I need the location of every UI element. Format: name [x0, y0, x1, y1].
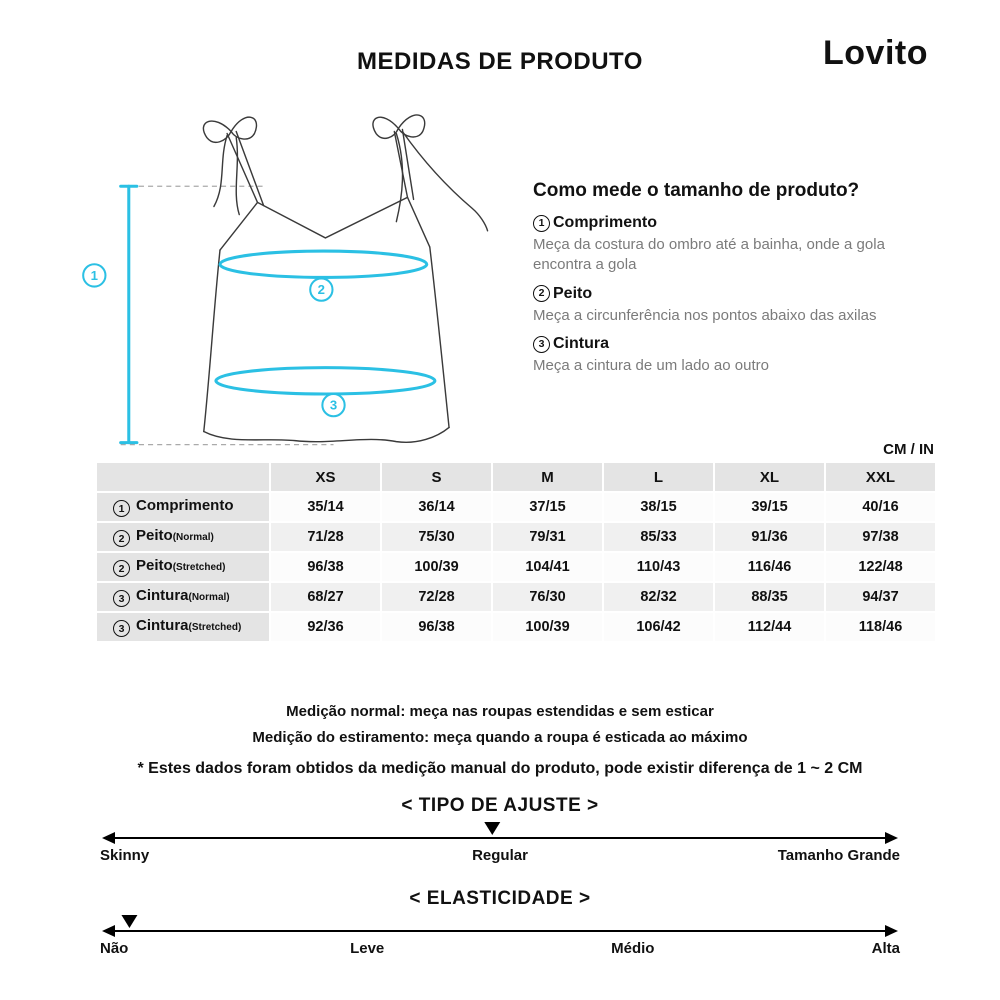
size-value: 35/14: [271, 493, 380, 521]
note-disclaimer: * Estes dados foram obtidos da medição manual do produto, pode existir diferença de 1 ~ 2 CM: [137, 760, 863, 777]
row-label: [97, 553, 269, 581]
circled-number: 2: [113, 530, 130, 547]
fit-axis-marker: [484, 822, 500, 835]
measure-step-label: Comprimento: [553, 214, 657, 231]
elasticity-label-nao: Não: [100, 940, 129, 957]
page-title: MEDIDAS DE PRODUTO: [357, 48, 643, 75]
row-label: [97, 613, 269, 641]
table-row: [97, 583, 935, 611]
size-value: 79/31: [493, 523, 602, 551]
row-label-text: Cintura: [136, 616, 189, 634]
size-value: 122/48: [826, 553, 935, 581]
chest-measure-ellipse: [220, 251, 427, 277]
elasticity-axis-marker: [121, 915, 137, 928]
size-value: 88/35: [715, 583, 824, 611]
garment-diagram: [60, 95, 530, 470]
fit-type-heading: < TIPO DE AJUSTE >: [401, 795, 599, 816]
column-header-xl: XL: [715, 463, 824, 491]
row-label-text: Peito: [136, 556, 173, 574]
measure-step-waist: [533, 335, 945, 376]
size-value: 106/42: [604, 613, 713, 641]
axis-arrow-right-icon: [885, 832, 898, 844]
circled-number: 3: [113, 590, 130, 607]
row-label-suffix: (Stretched): [188, 621, 242, 633]
size-value: 85/33: [604, 523, 713, 551]
fit-label-regular: Regular: [472, 847, 528, 864]
size-value: 36/14: [382, 493, 491, 521]
row-label-text: Comprimento: [136, 496, 234, 514]
fit-type-section: [0, 795, 1000, 869]
size-value: 39/15: [715, 493, 824, 521]
size-value: 97/38: [826, 523, 935, 551]
elasticity-section: [0, 888, 1000, 962]
row-label-suffix: (Normal): [188, 591, 230, 603]
size-value: 40/16: [826, 493, 935, 521]
axis-arrow-left-icon: [102, 925, 115, 937]
fit-label-tamanho-grande: Tamanho Grande: [777, 847, 900, 864]
size-value: 100/39: [382, 553, 491, 581]
size-value: 96/38: [382, 613, 491, 641]
chest-annotation-number: 2: [317, 282, 326, 298]
circled-number: 1: [533, 215, 550, 232]
waist-annotation-number: 3: [329, 397, 338, 413]
column-header-m: M: [493, 463, 602, 491]
elasticity-axis-labels: [100, 940, 900, 962]
size-value: 37/15: [493, 493, 602, 521]
measure-step-title: [533, 214, 945, 232]
unit-label: CM / IN: [883, 441, 934, 458]
axis-arrow-right-icon: [885, 925, 898, 937]
elasticity-label-alta: Alta: [871, 940, 900, 957]
circled-number: 1: [113, 500, 130, 517]
size-value: 76/30: [493, 583, 602, 611]
measure-step-label: Cintura: [553, 335, 609, 353]
elasticity-heading: < ELASTICIDADE >: [409, 888, 591, 909]
length-annotation-number: 1: [90, 267, 98, 283]
note-normal-measure: Medição normal: meça nas roupas estendidas e sem esticar: [286, 703, 714, 720]
size-value: 82/32: [604, 583, 713, 611]
row-label-suffix: (Stretched): [172, 561, 226, 573]
row-label: [97, 523, 269, 551]
measure-step-description: Meça a circunferência nos pontos abaixo das axilas: [533, 306, 877, 324]
table-row: [97, 523, 935, 551]
row-label: [97, 583, 269, 611]
size-value: 72/28: [382, 583, 491, 611]
size-value: 75/30: [382, 523, 491, 551]
axis-arrow-left-icon: [102, 832, 115, 844]
notes: [0, 703, 1000, 778]
size-value: 100/39: [493, 613, 602, 641]
table-row: [97, 613, 935, 641]
fit-axis: [100, 818, 900, 846]
column-header-l: L: [604, 463, 713, 491]
size-value: 92/36: [271, 613, 380, 641]
size-value: 94/37: [826, 583, 935, 611]
note-stretch-measure: Medição do estiramento: meça quando a roupa é esticada ao máximo: [252, 729, 748, 746]
measure-step-description: Meça a cintura de um lado ao outro: [533, 357, 769, 375]
measure-step-title: [533, 285, 945, 303]
circled-number: 3: [113, 620, 130, 637]
measure-step-title: [533, 335, 945, 353]
measure-step-length: [533, 214, 945, 275]
size-value: 104/41: [493, 553, 602, 581]
circled-number: 2: [533, 285, 550, 302]
size-value: 68/27: [271, 583, 380, 611]
row-label-suffix: (Normal): [172, 531, 214, 543]
size-table-header-row: [97, 463, 935, 491]
elasticity-axis: [100, 911, 900, 939]
brand-logo: Lovito: [823, 34, 928, 72]
measure-step-chest: [533, 285, 945, 326]
row-label-text: Cintura: [136, 586, 189, 604]
column-header-s: S: [382, 463, 491, 491]
circled-number: 3: [533, 336, 550, 353]
size-table: [95, 461, 937, 643]
column-header-xs: XS: [271, 463, 380, 491]
corner-cell: [97, 463, 269, 491]
size-value: 91/36: [715, 523, 824, 551]
measure-step-label: Peito: [553, 284, 593, 302]
size-table-body: [97, 493, 935, 641]
measure-guide: [533, 180, 945, 376]
circled-number: 2: [113, 560, 130, 577]
column-header-xxl: XXL: [826, 463, 935, 491]
table-row: [97, 493, 935, 521]
row-label: [97, 493, 269, 521]
waist-measure-ellipse: [216, 368, 435, 394]
size-value: 38/15: [604, 493, 713, 521]
elasticity-label-medio: Médio: [611, 940, 655, 957]
fit-label-skinny: Skinny: [100, 847, 150, 864]
measure-guide-heading: Como mede o tamanho de produto?: [533, 180, 860, 201]
table-row: [97, 553, 935, 581]
fit-axis-labels: [100, 847, 900, 869]
size-value: 110/43: [604, 553, 713, 581]
elasticity-label-leve: Leve: [350, 940, 385, 957]
size-value: 112/44: [715, 613, 824, 641]
size-value: 71/28: [271, 523, 380, 551]
measure-step-description: Meça da costura do ombro até a bainha, onde a gola encontra a gola: [533, 236, 885, 273]
size-value: 118/46: [826, 613, 935, 641]
size-value: 116/46: [715, 553, 824, 581]
size-value: 96/38: [271, 553, 380, 581]
row-label-text: Peito: [136, 526, 173, 544]
